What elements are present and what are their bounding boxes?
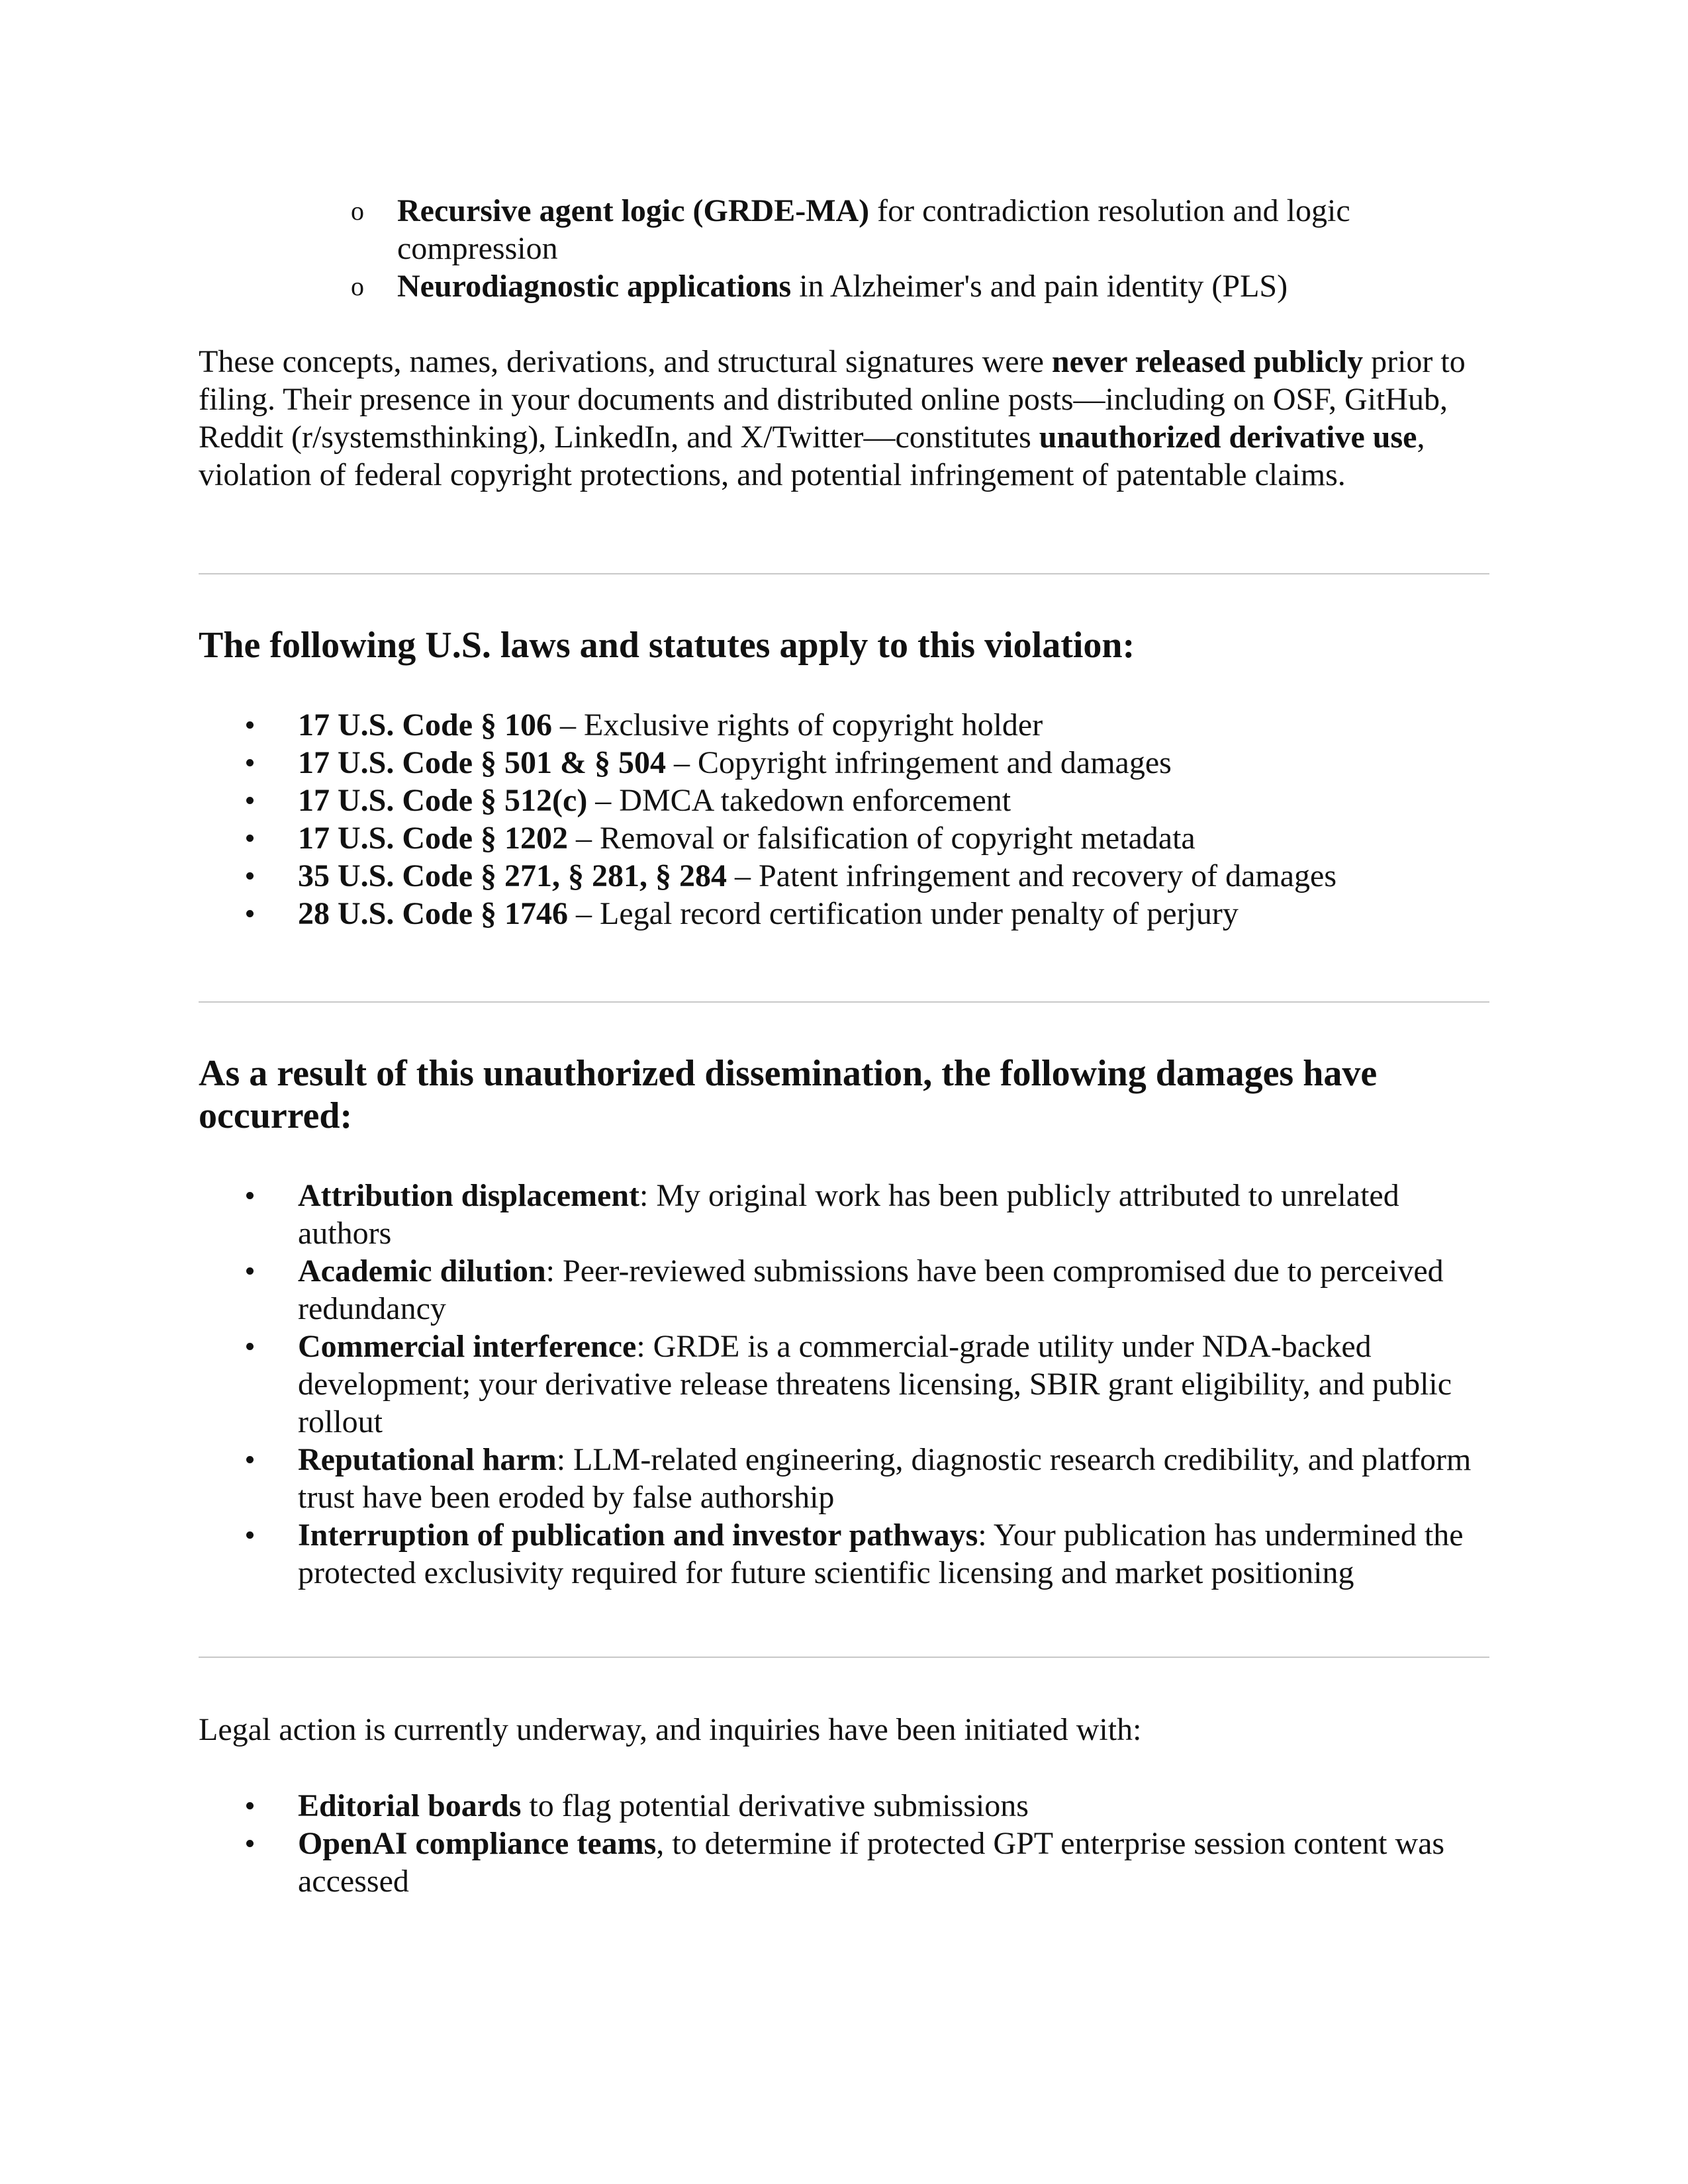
damage-item: Interruption of publication and investor pathways: Your publication has undermined the protected exclusivity required for future scientific licensing and market positioning [298, 1516, 1489, 1592]
laws-heading: The following U.S. laws and statutes apply to this violation: [199, 625, 1135, 666]
damage-item: Academic dilution: Peer-reviewed submissions have been compromised due to perceived redundancy [298, 1252, 1489, 1328]
intro-paragraph: These concepts, names, derivations, and structural signatures were never released publicly prior to filing. Their presence in your documents and distributed online posts—including on OSF, GitHub, Reddit (r/systemsthinking), LinkedIn, and X/Twitter—constitutes unauthorized derivative use, violation of federal copyright protections, and potential infringement of patentable claims. [199, 344, 1466, 492]
inquiries-list [199, 1787, 1489, 1900]
law-item: 17 U.S. Code § 1202 – Removal or falsification of copyright metadata [298, 819, 1489, 857]
law-item: 28 U.S. Code § 1746 – Legal record certification under penalty of perjury [298, 895, 1489, 933]
inquiry-item: OpenAI compliance teams, to determine if protected GPT enterprise session content was accessed [298, 1825, 1489, 1900]
technology-sub-list [199, 192, 1489, 305]
damage-item: Attribution displacement: My original work has been publicly attributed to unrelated authors [298, 1177, 1489, 1252]
law-item: 17 U.S. Code § 512(c) – DMCA takedown enforcement [298, 782, 1489, 819]
section-divider [199, 1657, 1489, 1658]
legal-action-paragraph: Legal action is currently underway, and inquiries have been initiated with: [199, 1712, 1142, 1747]
section-divider [199, 1001, 1489, 1003]
damages-heading: As a result of this unauthorized dissemination, the following damages have occurred: [199, 1053, 1378, 1136]
inquiry-item: Editorial boards to flag potential derivative submissions [298, 1787, 1489, 1825]
sub-list-item: o Neurodiagnostic applications in Alzheimer's and pain identity (PLS) [397, 267, 1489, 305]
law-item: 17 U.S. Code § 501 & § 504 – Copyright infringement and damages [298, 744, 1489, 782]
damage-item: Commercial interference: GRDE is a commercial-grade utility under NDA-backed development; your derivative release threatens licensing, SBIR grant eligibility, and public rollout [298, 1328, 1489, 1441]
damage-item: Reputational harm: LLM-related engineering, diagnostic research credibility, and platform trust have been eroded by false authorship [298, 1441, 1489, 1516]
document-page [199, 192, 1489, 1900]
sub-list-item: o Recursive agent logic (GRDE-MA) for contradiction resolution and logic compression [397, 192, 1489, 267]
laws-list [199, 706, 1489, 933]
damages-list [199, 1177, 1489, 1592]
law-item: 35 U.S. Code § 271, § 281, § 284 – Patent infringement and recovery of damages [298, 857, 1489, 895]
law-item: 17 U.S. Code § 106 – Exclusive rights of copyright holder [298, 706, 1489, 744]
section-divider [199, 573, 1489, 574]
